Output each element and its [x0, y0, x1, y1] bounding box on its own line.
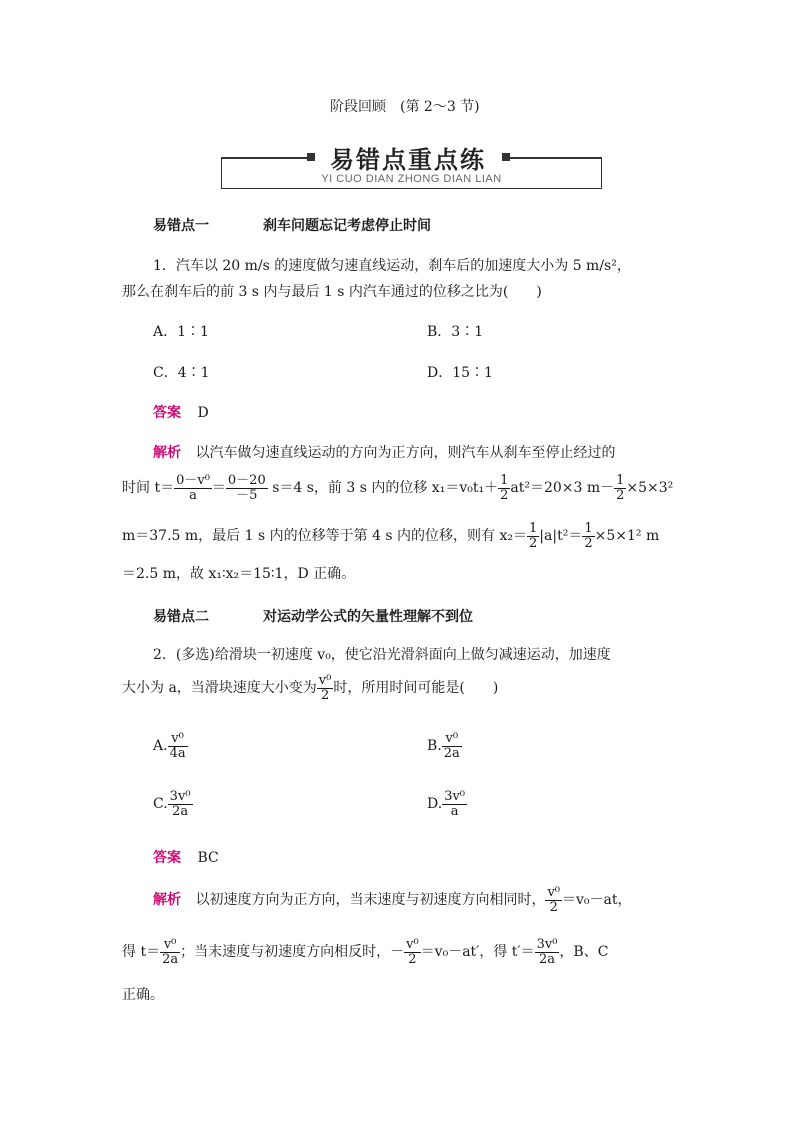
- q2-option-c: C. $\frac{\text{3v⁰}}{2a}$: [153, 788, 191, 819]
- fraction: $\frac{\text{v⁰}}{2}$: [547, 884, 561, 915]
- q1-option-a: A．1∶1: [153, 324, 209, 340]
- fraction: $\frac{0-20}{-5}$: [227, 472, 266, 503]
- q1-analysis-line1: [153, 444, 615, 462]
- question-text: 大小为 a，当滑块速度大小变为: [122, 680, 317, 696]
- analysis-text: at²＝20×3 m－: [510, 480, 615, 496]
- q1-option-b: B．3∶1: [427, 324, 484, 340]
- analysis-text: ＝v₀－at，: [562, 892, 632, 908]
- fraction: $\frac{\text{v⁰}}{2a}$: [162, 936, 179, 967]
- q1-option-c: C．4∶1: [153, 365, 210, 381]
- fraction: $\frac{1}{2}$: [529, 520, 538, 551]
- section1-title: 刹车问题忘记考虑停止时间: [263, 218, 431, 234]
- analysis-text: ，B、C: [559, 944, 609, 960]
- analysis-label: 解析: [153, 892, 181, 908]
- question-text: 时，所用时间可能是( ): [333, 680, 499, 696]
- q1-answer: [153, 404, 209, 422]
- page-title: 阶段回顾 (第 2～3 节): [330, 99, 480, 115]
- q1-option-d: D．15∶1: [427, 365, 493, 381]
- section2-title: 对运动学公式的矢量性理解不到位: [263, 609, 473, 625]
- q2-line2: [122, 672, 498, 704]
- analysis-label: 解析: [153, 445, 181, 461]
- analysis-text: m＝37.5 m，最后 1 s 内的位移等于第 4 s 内的位移，则有 x₂＝: [122, 528, 528, 544]
- q1-analysis-line4: ＝2.5 m，故 x₁∶x₂＝15∶1，D 正确。: [122, 566, 356, 582]
- q2-analysis-line1: [153, 884, 632, 916]
- analysis-text: ＝v₀－at′，得 t′＝: [420, 944, 535, 960]
- banner-title: 易错点重点练: [330, 146, 486, 174]
- analysis-text: ×5×3²: [626, 480, 674, 496]
- banner-subtitle: YI CUO DIAN ZHONG DIAN LIAN: [321, 173, 502, 185]
- answer-value: D: [197, 405, 209, 421]
- q2-option-d: D. $\frac{\text{3v⁰}}{a}$: [427, 788, 466, 819]
- analysis-text: 以初速度方向为正方向，当末速度与初速度方向相同时，: [195, 892, 546, 908]
- section1-label: 易错点一: [153, 218, 209, 234]
- analysis-text: |a|t²＝: [539, 528, 583, 544]
- answer-label: 答案: [153, 850, 181, 866]
- section2-label: 易错点二: [153, 609, 209, 625]
- fraction: $\frac{\text{v⁰}}{2}$: [318, 672, 332, 703]
- q2-line1: 2．(多选)给滑块一初速度 v₀，使它沿光滑斜面向上做匀减速运动，加速度: [153, 647, 611, 663]
- q2-analysis-line3: 正确。: [122, 987, 164, 1003]
- analysis-text: 时间 t＝: [122, 480, 175, 496]
- answer-value: BC: [197, 850, 219, 866]
- q1-analysis-line3: [122, 520, 659, 552]
- analysis-text: ×5×1² m: [594, 528, 660, 544]
- q1-line1: 1．汽车以 20 m/s 的速度做匀速直线运动，刹车后的加速度大小为 5 m/s²，: [153, 258, 631, 274]
- analysis-text: 得 t＝: [122, 944, 161, 960]
- q2-option-a: A. $\frac{\text{v⁰}}{4a}$: [153, 730, 186, 761]
- fraction: $\frac{\text{v⁰}}{2}$: [406, 936, 419, 967]
- q2-option-b: B. $\frac{\text{v⁰}}{2a}$: [427, 730, 460, 761]
- fraction: $\frac{1}{2}$: [500, 472, 509, 503]
- fraction: $\frac{1}{2}$: [584, 520, 593, 551]
- q2-answer: [153, 849, 219, 867]
- q2-analysis-line2: [122, 936, 608, 968]
- fraction: $\frac{1}{2}$: [616, 472, 625, 503]
- q1-line2: 那么在刹车后的前 3 s 内与最后 1 s 内汽车通过的位移之比为( ): [122, 284, 542, 300]
- analysis-text: s＝4 s，前 3 s 内的位移 x₁＝v₀t₁＋: [272, 480, 499, 496]
- analysis-text: ；当末速度与初速度方向相反时，－: [180, 944, 405, 960]
- analysis-text: 以汽车做匀速直线运动的方向为正方向，则汽车从刹车至停止经过的: [195, 445, 616, 461]
- q1-analysis-line2: 时间 t＝ $\frac{\text{0－v⁰}}{a}$ ＝ $\frac{0-20}{-5}$ s＝4 s，前 3 s 内的位移 x₁＝v₀t₁＋ $\frac{1}{2}$ at²＝20×3 m－ $\frac{1}{2}$ ×5×3²: [122, 472, 674, 503]
- answer-label: 答案: [153, 405, 181, 421]
- fraction: $\frac{\text{0－v⁰}}{a}$: [176, 472, 210, 503]
- fraction: $\frac{\text{3v⁰}}{2a}$: [536, 936, 558, 967]
